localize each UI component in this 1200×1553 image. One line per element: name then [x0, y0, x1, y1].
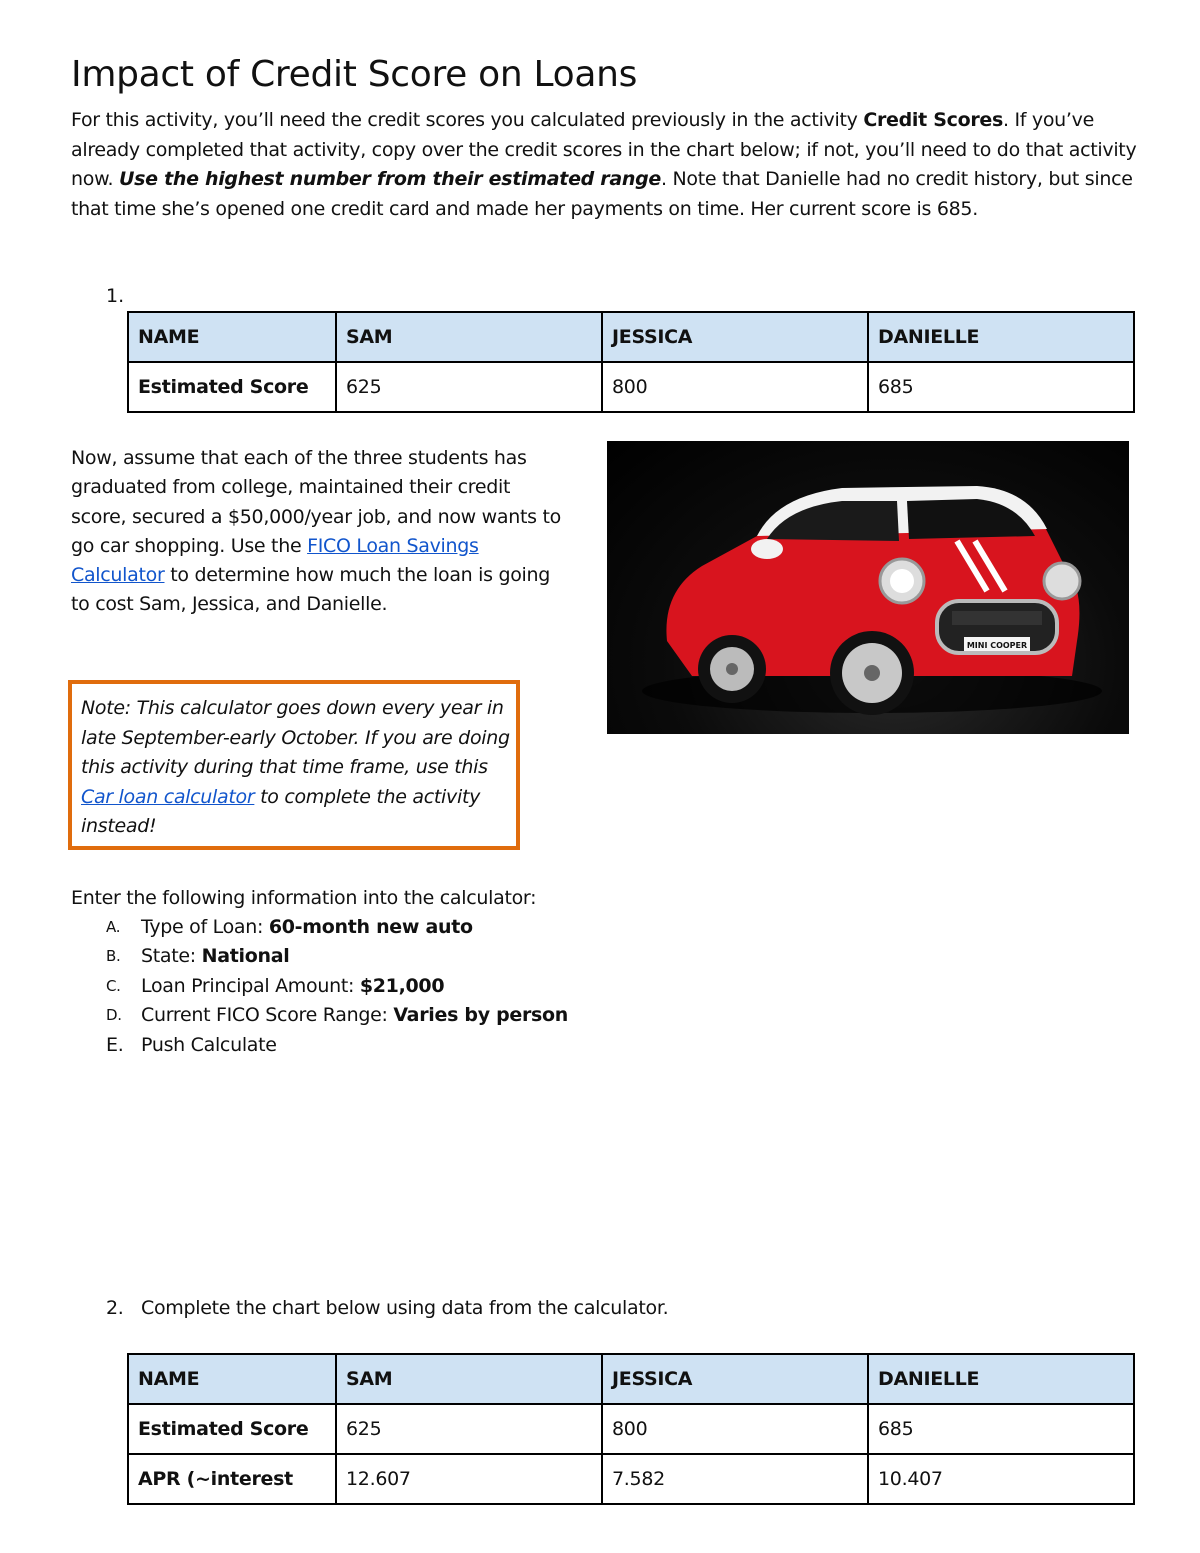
mini-cooper-illustration	[607, 441, 1129, 734]
question-1-number: 1.	[106, 285, 125, 307]
table-cell: 12.607	[336, 1454, 602, 1504]
header-cell: DANIELLE	[868, 312, 1134, 362]
table-cell: 800	[602, 1404, 868, 1454]
header-cell: JESSICA	[602, 312, 868, 362]
calculator-note-box: Note: This calculator goes down every year in late September-early October. If you are doing this activity during that time frame, use this Car loan calculator to complete the activity instead!	[68, 680, 520, 850]
list-marker: A.	[106, 918, 121, 936]
table-cell: 10.407	[868, 1454, 1134, 1504]
header-cell: DANIELLE	[868, 1354, 1134, 1404]
table-row	[128, 1454, 1134, 1504]
header-cell: NAME	[128, 1354, 336, 1404]
story-paragraph: Now, assume that each of the three students has graduated from college, maintained their credit score, secured a $50,000/year job, and now wants to go car shopping. Use the FICO Loan Savings Calculator to determine how much the loan is going to cost Sam, Jessica, and Danielle.	[71, 447, 561, 616]
table-cell: 625	[336, 362, 602, 412]
table-row	[128, 1404, 1134, 1454]
table-header-row	[128, 312, 1134, 362]
table-cell: 685	[868, 362, 1134, 412]
list-marker: C.	[106, 976, 121, 995]
page-title: Impact of Credit Score on Loans	[71, 54, 638, 95]
list-item: A. Type of Loan: 60-month new auto	[106, 913, 568, 942]
loan-results-table	[127, 1353, 1135, 1505]
instructions-label: Enter the following information into the calculator:	[71, 887, 537, 909]
list-item: C. Loan Principal Amount: $21,000	[106, 972, 568, 1001]
table-cell: 625	[336, 1404, 602, 1454]
car-loan-calculator-link[interactable]: Car loan calculator	[81, 785, 255, 808]
table-cell: 7.582	[602, 1454, 868, 1504]
credit-score-table	[127, 311, 1135, 413]
list-item: D. Current FICO Score Range: Varies by person	[106, 1001, 568, 1030]
header-cell: SAM	[336, 312, 602, 362]
row-label: Estimated Score	[128, 362, 336, 412]
table-cell: 800	[602, 362, 868, 412]
fico-calculator-link[interactable]: FICO Loan Savings Calculator	[71, 534, 479, 587]
grille-badge: MINI COOPER	[966, 641, 1028, 650]
header-cell: SAM	[336, 1354, 602, 1404]
list-marker: B.	[106, 947, 121, 966]
question-2-text: Complete the chart below using data from the calculator.	[141, 1297, 669, 1319]
table-row	[128, 362, 1134, 412]
question-2-number: 2.	[106, 1297, 124, 1319]
list-marker: E.	[106, 1033, 124, 1056]
header-cell: JESSICA	[602, 1354, 868, 1404]
list-item: E. Push Calculate	[106, 1031, 568, 1060]
calculator-steps-list	[106, 913, 568, 1060]
car-photo	[607, 441, 1129, 734]
list-item: B. State: National	[106, 942, 568, 971]
table-header-row	[128, 1354, 1134, 1404]
row-label: Estimated Score	[128, 1404, 336, 1454]
intro-paragraph: For this activity, you’ll need the credit scores you calculated previously in the activity Credit Scores. If you’ve already completed that activity, copy over the credit scores in the chart below; if not, you’ll need to do that activity now. Use the highest number from their estimated range. Note that Danielle had no credit history, but since that time she’s opened one credit card and made her payments on time. Her current score is 685.	[71, 109, 1137, 220]
header-cell: NAME	[128, 312, 336, 362]
table-cell: 685	[868, 1404, 1134, 1454]
row-label: APR (~interest	[128, 1454, 336, 1504]
question-2	[106, 1294, 668, 1322]
list-marker: D.	[106, 1006, 122, 1025]
